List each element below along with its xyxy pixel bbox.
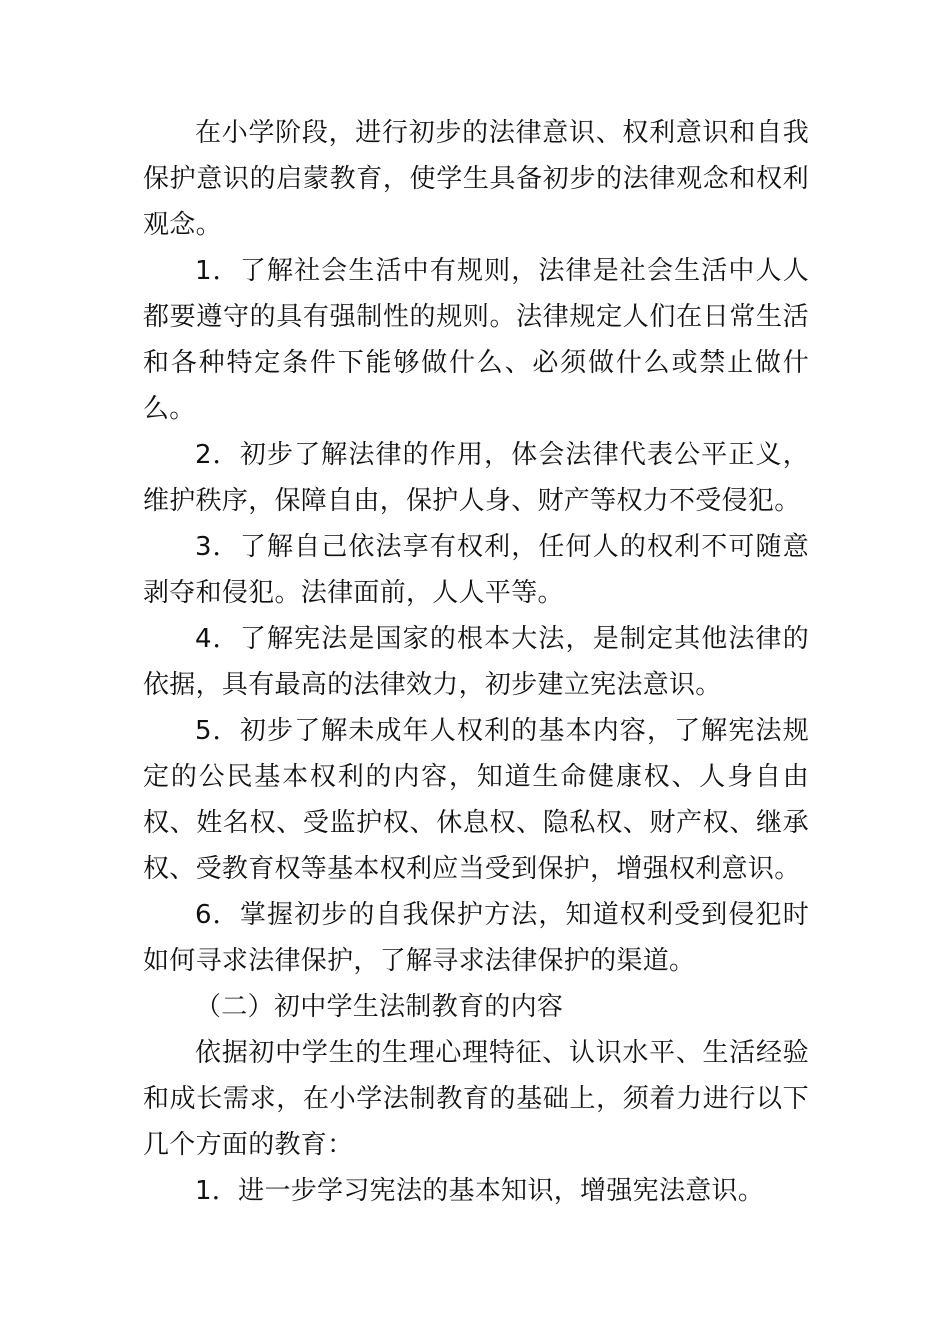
paragraph-item-4: 4．了解宪法是国家的根本大法，是制定其他法律的依据，具有最高的法律效力，初步建立宪法意识。 (143, 624, 809, 700)
section-heading: （二）初中学生法制教育的内容 (195, 992, 564, 1022)
paragraph-primary-intro: 在小学阶段，进行初步的法律意识、权利意识和自我保护意识的启蒙教育，使学生具备初步的法律观念和权利观念。 (143, 118, 809, 240)
paragraph-junior-item-1: 1．进一步学习宪法的基本知识，增强宪法意识。 (195, 1176, 765, 1206)
paragraph-item-5: 5．初步了解未成年人权利的基本内容，了解宪法规定的公民基本权利的内容，知道生命健康权、人身自由权、姓名权、受监护权、休息权、隐私权、财产权、继承权、受教育权等基本权利应当受到保护，增强权利意识。 (143, 716, 809, 884)
paragraph-item-1: 1．了解社会生活中有规则，法律是社会生活中人人都要遵守的具有强制性的规则。法律规定人们在日常生活和各种特定条件下能够做什么、必须做什么或禁止做什么。 (143, 256, 809, 424)
paragraph-item-6: 6．掌握初步的自我保护方法，知道权利受到侵犯时如何寻求法律保护，了解寻求法律保护的渠道。 (143, 900, 809, 976)
document-body (143, 110, 809, 1214)
paragraph-item-2: 2．初步了解法律的作用，体会法律代表公平正义，维护秩序，保障自由，保护人身、财产等权力不受侵犯。 (143, 440, 809, 516)
paragraph-item-3: 3．了解自己依法享有权利，任何人的权利不可随意剥夺和侵犯。法律面前，人人平等。 (143, 532, 809, 608)
paragraph-junior-intro: 依据初中学生的生理心理特征、认识水平、生活经验和成长需求，在小学法制教育的基础上，须着力进行以下几个方面的教育： (143, 1038, 809, 1160)
